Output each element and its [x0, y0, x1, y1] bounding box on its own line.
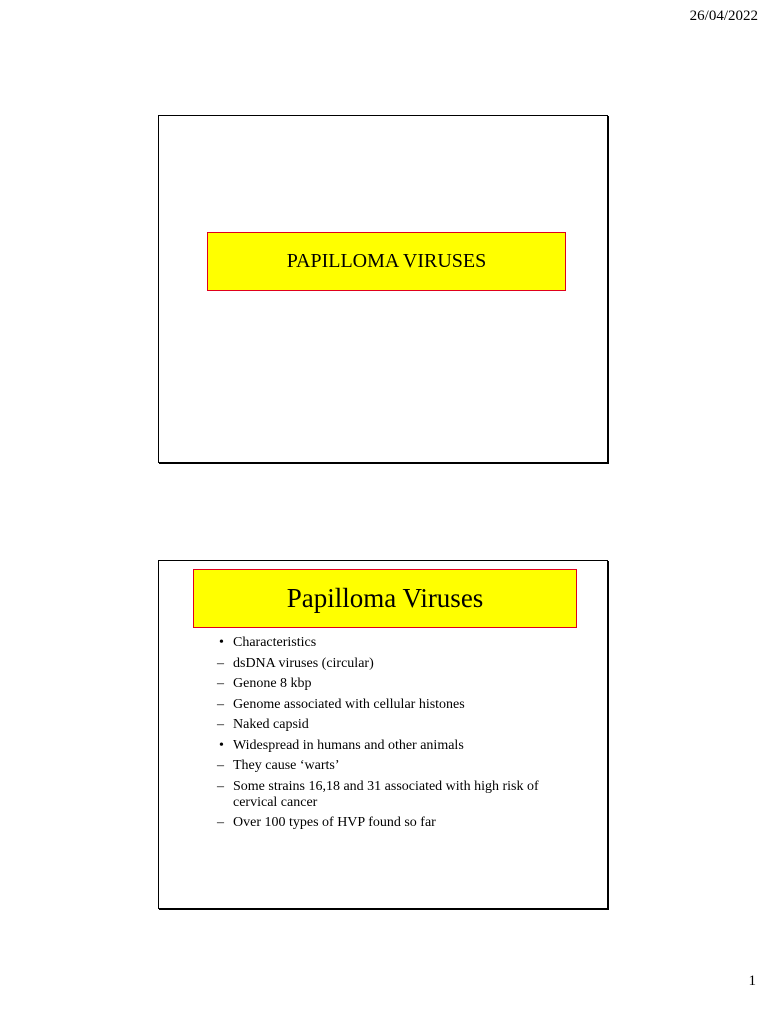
bullet-text: Over 100 types of HVP found so far [233, 815, 436, 830]
bullet-item [215, 738, 585, 754]
bullet-text: Naked capsid [233, 717, 309, 732]
slide-2-bullet-list [215, 635, 585, 836]
bullet-text: Widespread in humans and other animals [233, 737, 464, 753]
bullet-item [215, 815, 585, 831]
bullet-item [215, 656, 585, 672]
bullet-text: Some strains 16,18 and 31 associated with high risk of cervical cancer [233, 778, 539, 810]
bullet-item [215, 779, 585, 811]
bullet-item [215, 635, 585, 651]
dash-marker: – [217, 758, 224, 773]
bullet-text: Genome associated with cellular histones [233, 696, 465, 712]
bullet-text: Characteristics [233, 635, 317, 650]
bullet-text: Genone 8 kbp [233, 676, 312, 691]
dash-marker: – [217, 778, 224, 794]
bullet-marker: • [219, 635, 224, 650]
slide-2-title: Papilloma Viruses [193, 569, 577, 628]
bullet-item [215, 717, 585, 733]
dash-marker: – [217, 815, 224, 830]
bullet-item [215, 676, 585, 692]
bullet-text: dsDNA viruses (circular) [233, 655, 374, 671]
dash-marker: – [217, 696, 224, 712]
page-number: 1 [748, 973, 756, 989]
header-date: 26/04/2022 [689, 8, 758, 24]
dash-marker: – [217, 717, 224, 732]
slide-2 [158, 560, 608, 909]
bullet-marker: • [219, 737, 224, 753]
bullet-item [215, 697, 585, 713]
bullet-text: They cause ‘warts’ [233, 758, 340, 773]
dash-marker: – [217, 655, 224, 671]
slide-1 [158, 115, 608, 463]
bullet-item [215, 758, 585, 774]
slide-1-title: PAPILLOMA VIRUSES [207, 232, 566, 291]
dash-marker: – [217, 676, 224, 691]
